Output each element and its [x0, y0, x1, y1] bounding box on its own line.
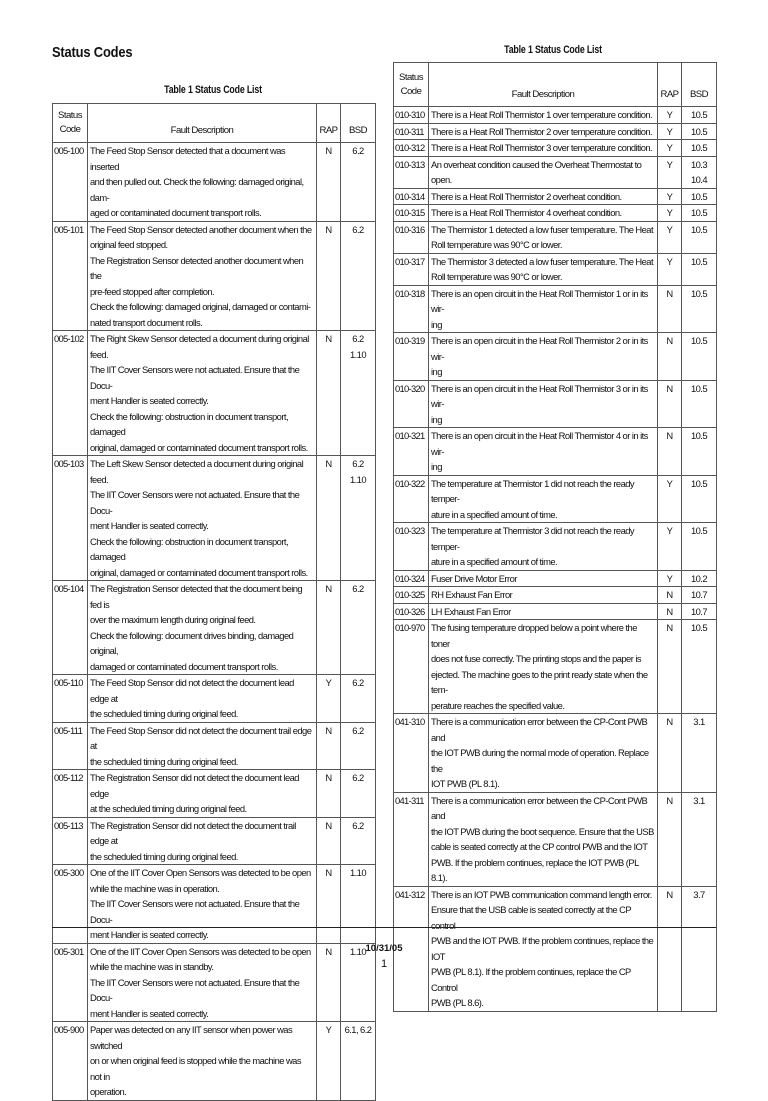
fault-description-cell [429, 123, 658, 140]
table-row [53, 817, 376, 865]
rap-cell: Y [658, 221, 682, 253]
fault-description-line: There is a Heat Roll Thermistor 2 overheat condition. [431, 190, 622, 202]
fault-description-line: The Feed Stop Sensor did not detect the document trail edge at [90, 724, 312, 751]
fault-description-cell [429, 620, 658, 714]
bsd-cell [341, 1022, 376, 1101]
fault-description-line: PWB. If the problem continues, replace the IOT PWB (PL 8.1). [431, 856, 639, 883]
fault-description-cell [429, 792, 658, 886]
status-code-cell: 005-113 [53, 817, 88, 865]
status-code-cell: 010-970 [394, 620, 429, 714]
status-code-cell: 010-312 [394, 140, 429, 157]
bsd-value: 6.2 [352, 333, 364, 344]
table-row [53, 722, 376, 770]
column-header-bsd: BSD [682, 63, 717, 107]
status-code-cell: 010-321 [394, 428, 429, 476]
bsd-cell [341, 770, 376, 818]
rap-cell: Y [658, 253, 682, 285]
bsd-value: 3.1 [693, 794, 705, 806]
fault-description-line: at the scheduled timing during original feed. [90, 803, 247, 814]
fault-description-line: Check the following: damaged original, damaged or contami- [90, 301, 311, 312]
fault-description-cell [88, 675, 317, 723]
fault-description-line: original feed stopped. [90, 239, 168, 250]
bsd-value: 10.5 [690, 207, 708, 218]
bsd-value: 10.2 [690, 572, 708, 584]
bsd-value: 10.5 [690, 142, 708, 153]
bsd-value: 10.7 [690, 605, 708, 617]
page-number: 1 [380, 958, 388, 970]
fault-description-line: cable is seated correctly at the CP control PWB and the IOT [431, 841, 648, 852]
status-code-cell: 010-320 [394, 380, 429, 428]
bsd-value: 1.10 [349, 473, 367, 485]
bsd-cell [341, 581, 376, 675]
status-code-cell: 010-319 [394, 333, 429, 381]
bsd-value: 10.5 [690, 223, 708, 235]
fault-description-cell [88, 722, 317, 770]
status-code-cell: 010-322 [394, 475, 429, 523]
fault-description-line: ment Handler is seated correctly. [90, 520, 209, 531]
bsd-cell [341, 143, 376, 222]
fault-description-line: The fusing temperature dropped below a point where the toner [431, 622, 637, 649]
rap-cell: Y [317, 1022, 341, 1101]
status-code-cell: 010-317 [394, 253, 429, 285]
fault-description-cell [429, 107, 658, 124]
fault-description-line: Fuser Drive Motor Error [431, 572, 517, 584]
bsd-cell [682, 188, 717, 205]
fault-description-line: pre-feed stopped after completion. [90, 285, 215, 297]
fault-description-line: operation. [90, 1086, 127, 1097]
fault-description-cell [88, 943, 317, 1022]
fault-description-cell [429, 428, 658, 476]
status-code-cell: 010-310 [394, 107, 429, 124]
rap-cell: N [317, 581, 341, 675]
rap-cell: N [317, 943, 341, 1022]
bsd-cell [341, 865, 376, 944]
fault-description-line: while the machine was in operation. [90, 882, 220, 894]
bsd-cell [341, 943, 376, 1022]
bsd-value: 10.5 [690, 382, 708, 394]
table-row [394, 205, 717, 222]
bsd-cell [682, 205, 717, 222]
fault-description-cell [88, 770, 317, 818]
bsd-cell [682, 523, 717, 571]
rap-cell: Y [658, 205, 682, 222]
fault-description-line: RH Exhaust Fan Error [431, 589, 513, 600]
fault-description-line: There is an open circuit in the Heat Roll Thermistor 2 or in its wir- [431, 335, 648, 362]
table-row [394, 333, 717, 381]
fault-description-line: ing [431, 413, 442, 425]
fault-description-line: LH Exhaust Fan Error [431, 605, 511, 617]
fault-description-line: There is a communication error between the CP-Cont PWB and [431, 716, 648, 743]
fault-description-line: on or when original feed is stopped while the machine was not in [90, 1055, 301, 1082]
fault-description-line: The IIT Cover Sensors were not actuated. Ensure that the Docu- [90, 364, 300, 391]
column-header-bsd: BSD [341, 104, 376, 143]
fault-description-cell [429, 140, 658, 157]
status-code-cell: 010-318 [394, 285, 429, 333]
table-row [394, 603, 717, 620]
bsd-value: 6.2 [352, 583, 364, 594]
fault-description-line: The Registration Sensor did not detect the document trail edge at [90, 819, 296, 846]
bsd-cell [682, 285, 717, 333]
bsd-cell [682, 253, 717, 285]
rap-cell: Y [658, 156, 682, 188]
rap-cell: N [658, 620, 682, 714]
status-code-cell: 005-110 [53, 675, 88, 723]
bsd-cell [682, 333, 717, 381]
fault-description-line: the scheduled timing during original feed. [90, 850, 238, 862]
fault-description-cell [88, 581, 317, 675]
bsd-value: 10.5 [690, 190, 708, 202]
status-code-cell: 041-311 [394, 792, 429, 886]
bsd-cell [682, 107, 717, 124]
fault-description-line: There is an open circuit in the Heat Roll Thermistor 1 or in its wir- [431, 287, 648, 314]
fault-description-cell [429, 714, 658, 793]
bsd-value: 10.3 [690, 158, 708, 170]
fault-description-line: ment Handler is seated correctly. [90, 395, 209, 406]
rap-cell: N [317, 770, 341, 818]
fault-description-line: ejected. The machine goes to the print ready state when the tem- [431, 668, 648, 695]
bsd-value: 10.5 [690, 335, 708, 346]
fault-description-line: ing [431, 318, 442, 330]
bsd-value: 10.5 [690, 125, 708, 137]
fault-description-cell [429, 333, 658, 381]
fault-description-line: The temperature at Thermistor 3 did not reach the ready temper- [431, 525, 635, 552]
rap-cell: N [658, 285, 682, 333]
bsd-value: 6.1, 6.2 [344, 1024, 372, 1035]
footer-divider [52, 927, 716, 928]
fault-description-line: feed. [90, 348, 109, 360]
fault-description-line: The Registration Sensor did not detect the document lead edge [90, 772, 299, 799]
table-row [394, 107, 717, 124]
rap-cell: N [658, 603, 682, 620]
rap-cell: Y [658, 140, 682, 157]
bsd-value: 6.2 [352, 724, 364, 736]
fault-description-line: aged or contaminated document transport rolls. [90, 207, 262, 218]
page-title: Status Codes [52, 44, 133, 61]
fault-description-line: ing [431, 366, 442, 377]
rap-cell: N [658, 792, 682, 886]
rap-cell: N [317, 456, 341, 581]
bsd-cell [682, 156, 717, 188]
bsd-cell [341, 817, 376, 865]
column-header-rap: RAP [658, 63, 682, 107]
rap-cell: Y [658, 107, 682, 124]
fault-description-line: The Feed Stop Sensor detected that a document was inserted [90, 145, 286, 172]
table-row [394, 620, 717, 714]
rap-cell: Y [658, 523, 682, 571]
status-code-cell: 010-313 [394, 156, 429, 188]
fault-description-line: Ensure that the USB cable is seated correctly at the CP control [431, 904, 631, 931]
bsd-value: 10.5 [690, 109, 708, 120]
fault-description-line: nated transport document rolls. [90, 316, 203, 328]
status-code-cell: 005-103 [53, 456, 88, 581]
rap-cell: Y [317, 675, 341, 723]
status-code-cell: 010-323 [394, 523, 429, 571]
fault-description-line: One of the IIT Cover Open Sensors was detected to be open [90, 867, 311, 878]
fault-description-line: PWB (PL 8.6). [431, 997, 484, 1008]
fault-description-line: One of the IIT Cover Open Sensors was detected to be open [90, 945, 311, 957]
fault-description-line: The Right Skew Sensor detected a document during original [90, 333, 309, 344]
bsd-value: 10.7 [690, 589, 708, 600]
fault-description-line: There is an open circuit in the Heat Roll Thermistor 4 or in its wir- [431, 430, 648, 457]
fault-description-line: The IIT Cover Sensors were not actuated. Ensure that the Docu- [90, 976, 300, 1003]
table-caption-right: Table 1 Status Code List [504, 44, 602, 56]
bsd-value: 10.5 [690, 287, 708, 299]
fault-description-line: The Registration Sensor detected another document when the [90, 254, 304, 281]
status-code-cell: 005-111 [53, 722, 88, 770]
status-code-cell: 005-102 [53, 331, 88, 456]
fault-description-cell [88, 817, 317, 865]
fault-description-cell [429, 253, 658, 285]
fault-description-cell [429, 570, 658, 587]
rap-cell: N [317, 143, 341, 222]
table-row [394, 123, 717, 140]
status-code-cell: 010-325 [394, 587, 429, 604]
fault-description-cell [429, 603, 658, 620]
fault-description-line: the IOT PWB during the normal mode of operation. Replace the [431, 747, 649, 774]
status-code-cell: 010-324 [394, 570, 429, 587]
fault-description-line: There is an IOT PWB communication command length error. [431, 888, 652, 900]
fault-description-line: the IOT PWB during the boot sequence. Ensure that the USB [431, 825, 654, 837]
table-row [53, 221, 376, 331]
table-row [394, 253, 717, 285]
table-row [53, 331, 376, 456]
fault-description-cell [88, 143, 317, 222]
status-code-rows-left [53, 143, 376, 1101]
table-row [394, 587, 717, 604]
status-code-cell: 005-104 [53, 581, 88, 675]
fault-description-line: An overheat condition caused the Overheat Thermostat to open. [431, 158, 642, 185]
fault-description-cell [429, 380, 658, 428]
fault-description-line: The IIT Cover Sensors were not actuated. Ensure that the Docu- [90, 898, 300, 925]
bsd-cell [682, 620, 717, 714]
fault-description-cell [429, 205, 658, 222]
table-row [53, 581, 376, 675]
rap-cell: Y [658, 475, 682, 523]
fault-description-line: over the maximum length during original feed. [90, 614, 256, 625]
status-code-cell: 010-326 [394, 603, 429, 620]
bsd-value: 1.10 [349, 945, 367, 957]
rap-cell: N [317, 722, 341, 770]
bsd-value: 6.2 [352, 223, 364, 235]
bsd-value: 10.5 [690, 430, 708, 441]
fault-description-line: ment Handler is seated correctly. [90, 1007, 209, 1019]
bsd-value: 1.10 [349, 867, 367, 878]
fault-description-line: Check the following: document drives binding, damaged original, [90, 629, 294, 656]
rap-cell: N [317, 865, 341, 944]
table-row [53, 1022, 376, 1101]
status-code-cell: 005-100 [53, 143, 88, 222]
status-code-rows-right [394, 107, 717, 1012]
fault-description-line: while the machine was in standby. [90, 961, 214, 972]
fault-description-cell [429, 188, 658, 205]
rap-cell: N [317, 817, 341, 865]
column-header-status-code: Status Code [394, 63, 429, 107]
fault-description-line: Roll temperature was 90°C or lower. [431, 271, 562, 282]
status-code-cell: 005-900 [53, 1022, 88, 1101]
fault-description-cell [429, 475, 658, 523]
fault-description-line: There is a Heat Roll Thermistor 2 over temperature condition. [431, 125, 653, 137]
fault-description-line: ment Handler is seated correctly. [90, 929, 209, 940]
rap-cell: N [658, 428, 682, 476]
table-row [394, 285, 717, 333]
bsd-value: 10.5 [690, 622, 708, 633]
bsd-cell [682, 380, 717, 428]
table-row [53, 143, 376, 222]
column-header-fault-description: Fault Description [429, 63, 658, 107]
fault-description-line: ing [431, 461, 442, 472]
bsd-value: 6.2 [352, 819, 364, 831]
status-code-table-right [393, 62, 717, 1012]
bsd-cell [341, 331, 376, 456]
bsd-cell [682, 428, 717, 476]
column-header-rap: RAP [317, 104, 341, 143]
fault-description-line: There is a communication error between the CP-Cont PWB and [431, 794, 648, 821]
column-header-fault-description: Fault Description [88, 104, 317, 143]
bsd-cell [341, 675, 376, 723]
fault-description-line: damaged or contaminated document transport rolls. [90, 660, 278, 672]
bsd-value: 10.5 [690, 477, 708, 489]
fault-description-cell [429, 221, 658, 253]
fault-description-line: IOT PWB (PL 8.1). [431, 778, 500, 789]
fault-description-line: Paper was detected on any IIT sensor when power was switched [90, 1024, 293, 1051]
bsd-cell [682, 140, 717, 157]
fault-description-cell [88, 221, 317, 331]
fault-description-line: The Thermistor 3 detected a low fuser temperature. The Heat [431, 255, 654, 267]
fault-description-cell [429, 587, 658, 604]
bsd-value: 6.2 [352, 772, 364, 783]
fault-description-line: original, damaged or contaminated document transport rolls. [90, 566, 308, 578]
table-row [53, 943, 376, 1022]
fault-description-line: ature in a specified amount of time. [431, 556, 558, 567]
footer-date: 10/31/05 [365, 943, 403, 954]
bsd-value: 6.2 [352, 145, 364, 156]
table-row [394, 156, 717, 188]
fault-description-cell [429, 523, 658, 571]
status-code-cell: 010-315 [394, 205, 429, 222]
status-code-cell: 010-311 [394, 123, 429, 140]
table-row [394, 523, 717, 571]
fault-description-line: ature in a specified amount of time. [431, 508, 558, 520]
fault-description-line: There is an open circuit in the Heat Roll Thermistor 3 or in its wir- [431, 382, 648, 409]
fault-description-cell [88, 456, 317, 581]
fault-description-line: The Left Skew Sensor detected a document during original feed. [90, 458, 304, 485]
status-code-cell: 041-312 [394, 886, 429, 1011]
table-row [394, 140, 717, 157]
bsd-cell [341, 221, 376, 331]
bsd-cell [682, 603, 717, 620]
table-row [394, 714, 717, 793]
table-row [394, 188, 717, 205]
bsd-value: 3.7 [693, 888, 705, 900]
fault-description-line: the scheduled timing during original feed. [90, 708, 238, 719]
table-row [53, 675, 376, 723]
rap-cell: N [658, 587, 682, 604]
fault-description-line: and then pulled out. Check the following: damaged original, dam- [90, 176, 304, 203]
fault-description-line: The Thermistor 1 detected a low fuser temperature. The Heat [431, 223, 654, 235]
fault-description-line: There is a Heat Roll Thermistor 1 over temperature condition. [431, 109, 653, 120]
rap-cell: Y [658, 188, 682, 205]
rap-cell: N [658, 714, 682, 793]
fault-description-line: The temperature at Thermistor 1 did not reach the ready temper- [431, 477, 635, 504]
status-code-cell: 005-112 [53, 770, 88, 818]
status-code-cell: 041-310 [394, 714, 429, 793]
fault-description-cell [88, 331, 317, 456]
bsd-value: 3.1 [693, 716, 705, 727]
status-code-cell: 005-300 [53, 865, 88, 944]
fault-description-line: Check the following: obstruction in document transport, damaged [90, 410, 288, 437]
bsd-value: 10.4 [690, 174, 708, 185]
table-row [53, 770, 376, 818]
fault-description-line: original, damaged or contaminated document transport rolls. [90, 441, 308, 453]
rap-cell: N [317, 221, 341, 331]
rap-cell: Y [658, 123, 682, 140]
fault-description-line: The Feed Stop Sensor detected another document when the [90, 223, 312, 235]
bsd-cell [341, 722, 376, 770]
fault-description-line: PWB and the IOT PWB. If the problem continues, replace the IOT [431, 935, 654, 962]
table-row [394, 221, 717, 253]
bsd-cell [682, 792, 717, 886]
bsd-cell [682, 587, 717, 604]
fault-description-line: The Feed Stop Sensor did not detect the document lead edge at [90, 677, 294, 704]
fault-description-line: Roll temperature was 90°C or lower. [431, 239, 562, 250]
bsd-value: 10.5 [690, 525, 708, 536]
table-row [394, 570, 717, 587]
table-row [394, 792, 717, 886]
status-code-cell: 005-301 [53, 943, 88, 1022]
fault-description-line: There is a Heat Roll Thermistor 4 overheat condition. [431, 207, 622, 218]
fault-description-line: the scheduled timing during original feed. [90, 755, 238, 767]
fault-description-line: PWB (PL 8.1). If the problem continues, replace the CP Control [431, 966, 631, 993]
table-row [394, 428, 717, 476]
rap-cell: Y [658, 570, 682, 587]
table-row [53, 865, 376, 944]
status-code-cell: 010-316 [394, 221, 429, 253]
bsd-cell [682, 475, 717, 523]
bsd-cell [682, 123, 717, 140]
rap-cell: N [658, 886, 682, 1011]
table-row [394, 475, 717, 523]
bsd-cell [682, 714, 717, 793]
bsd-cell [682, 221, 717, 253]
fault-description-line: Check the following: obstruction in document transport, damaged [90, 535, 288, 562]
table-row [394, 380, 717, 428]
fault-description-cell [88, 865, 317, 944]
fault-description-cell [429, 156, 658, 188]
fault-description-cell [88, 1022, 317, 1101]
rap-cell: N [658, 333, 682, 381]
table-caption-left: Table 1 Status Code List [164, 84, 262, 96]
column-header-status-code: Status Code [53, 104, 88, 143]
table-row [53, 456, 376, 581]
bsd-value: 1.10 [349, 348, 367, 360]
bsd-value: 10.5 [690, 255, 708, 267]
status-code-cell: 010-314 [394, 188, 429, 205]
rap-cell: N [317, 331, 341, 456]
bsd-cell [341, 456, 376, 581]
fault-description-line: The IIT Cover Sensors were not actuated. Ensure that the Docu- [90, 489, 300, 516]
rap-cell: N [658, 380, 682, 428]
fault-description-line: There is a Heat Roll Thermistor 3 over temperature condition. [431, 142, 653, 153]
bsd-cell [682, 570, 717, 587]
bsd-value: 6.2 [352, 677, 364, 688]
bsd-value: 6.2 [352, 458, 364, 469]
fault-description-line: The Registration Sensor detected that the document being fed is [90, 583, 303, 610]
fault-description-cell [429, 285, 658, 333]
fault-description-line: does not fuse correctly. The printing stops and the paper is [431, 653, 642, 664]
status-code-cell: 005-101 [53, 221, 88, 331]
fault-description-line: perature reaches the specified value. [431, 699, 565, 711]
